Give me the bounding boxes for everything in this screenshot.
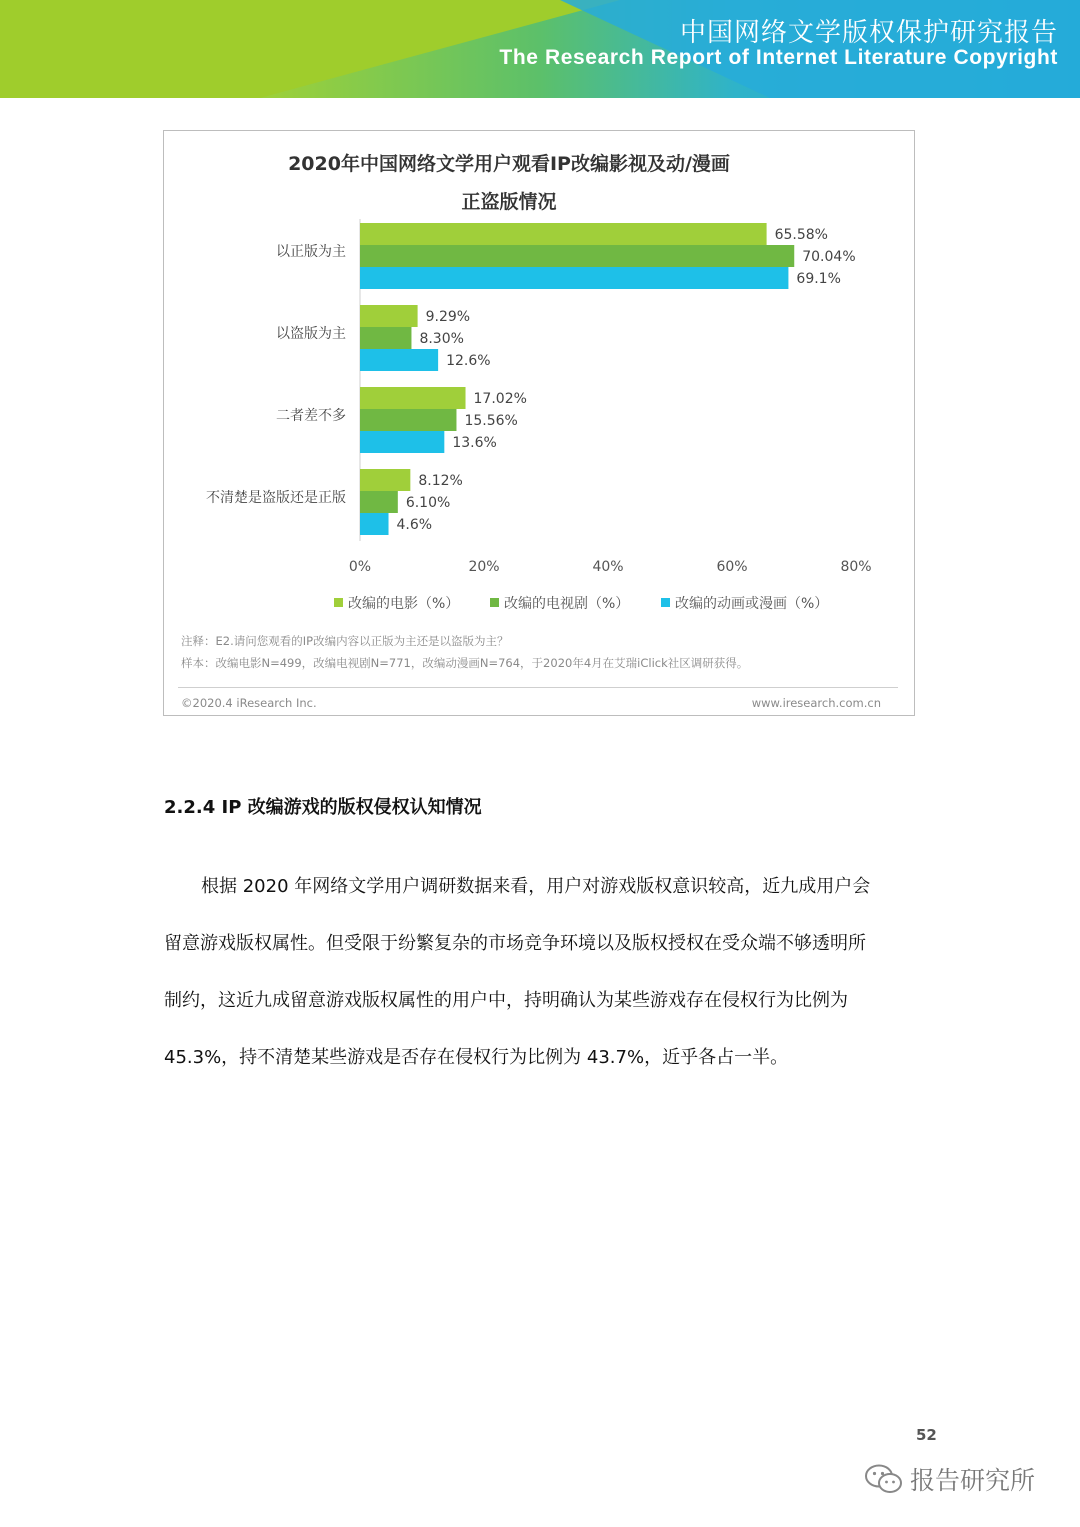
legend-swatch-movie [334,598,343,607]
legend-swatch-anime [661,598,670,607]
section-heading: 2.2.4 IP 改编游戏的版权侵权认知情况 [164,797,482,818]
report-title-cn: 中国网络文学版权保护研究报告 [679,18,1058,48]
chart-title-line1: 2020年中国网络文学用户观看IP改编影视及动/漫画 [288,153,730,175]
watermark-text: 报告研究所 [910,1466,1036,1495]
wechat-icon [864,1463,904,1495]
watermark [864,1461,1035,1501]
bar [360,431,444,453]
data-label: 8.30% [419,331,464,347]
paragraph-line: 制约，这近九成留意游戏版权属性的用户中，持明确认为某些游戏存在侵权行为比例为 [164,990,848,1011]
paragraph-line: 根据 2020 年网络文学用户调研数据来看，用户对游戏版权意识较高，近九成用户会 [201,876,871,897]
bar [360,387,466,409]
data-label: 12.6% [446,353,491,369]
body-paragraph [164,858,912,1086]
data-label: 13.6% [452,435,497,451]
data-label: 65.58% [774,227,828,243]
chart-frame [163,130,915,716]
bar [360,349,438,371]
bar [360,327,411,349]
chart-website: www.iresearch.com.cn [751,696,881,710]
data-label: 9.29% [425,309,471,325]
bar [360,267,788,289]
legend-swatch-tv [490,598,499,607]
bar [360,409,456,431]
x-tick-label: 40% [592,559,624,575]
chart-title-line2: 正盗版情况 [461,191,557,213]
legend-item-anime [661,593,828,613]
bar [360,245,794,267]
data-label: 8.12% [418,473,463,489]
category-label: 以盗版为主 [276,326,346,342]
chart-copyright: ©2020.4 iResearch Inc. [181,696,317,710]
category-label: 二者差不多 [276,408,346,424]
data-label: 17.02% [473,391,527,407]
chart-note: 注释：E2.请问您观看的IP改编内容以正版为主还是以盗版为主？ [181,634,509,648]
legend-item-movie [334,593,459,613]
report-title-en: The Research Report of Internet Literature Copyright [499,46,1058,69]
chart-legend [334,593,854,615]
data-label: 70.04% [802,249,856,265]
legend-item-tv [490,593,629,613]
data-label: 6.10% [405,495,451,511]
bar [360,305,418,327]
x-tick-label: 0% [348,559,372,575]
chart-divider [178,687,898,688]
x-tick-label: 60% [716,559,748,575]
legend-label-movie: 改编的电影（%） [348,596,460,612]
paragraph-line: 45.3%，持不清楚某些游戏是否存在侵权行为比例为 43.7%，近乎各占一半。 [164,1047,789,1068]
header-banner [0,0,1080,98]
data-label: 69.1% [796,271,841,287]
x-tick-label: 20% [468,559,500,575]
bar [360,223,767,245]
bar [360,513,389,535]
legend-label-anime: 改编的动画或漫画（%） [675,596,829,612]
bar [360,491,398,513]
x-tick-label: 80% [840,559,872,575]
bar-chart [164,131,914,591]
category-label: 不清楚是盗版还是正版 [206,490,346,506]
chart-sample: 样本：改编电影N=499，改编电视剧N=771，改编动漫画N=764，于2020年4月在艾瑞iClick社区调研获得。 [181,656,749,670]
bar [360,469,410,491]
data-label: 15.56% [464,413,518,429]
page-number: 52 [916,1426,937,1444]
legend-label-tv: 改编的电视剧（%） [504,596,630,612]
category-label: 以正版为主 [276,244,346,260]
paragraph-line: 留意游戏版权属性。但受限于纷繁复杂的市场竞争环境以及版权授权在受众端不够透明所 [164,933,866,954]
data-label: 4.6% [396,517,433,533]
